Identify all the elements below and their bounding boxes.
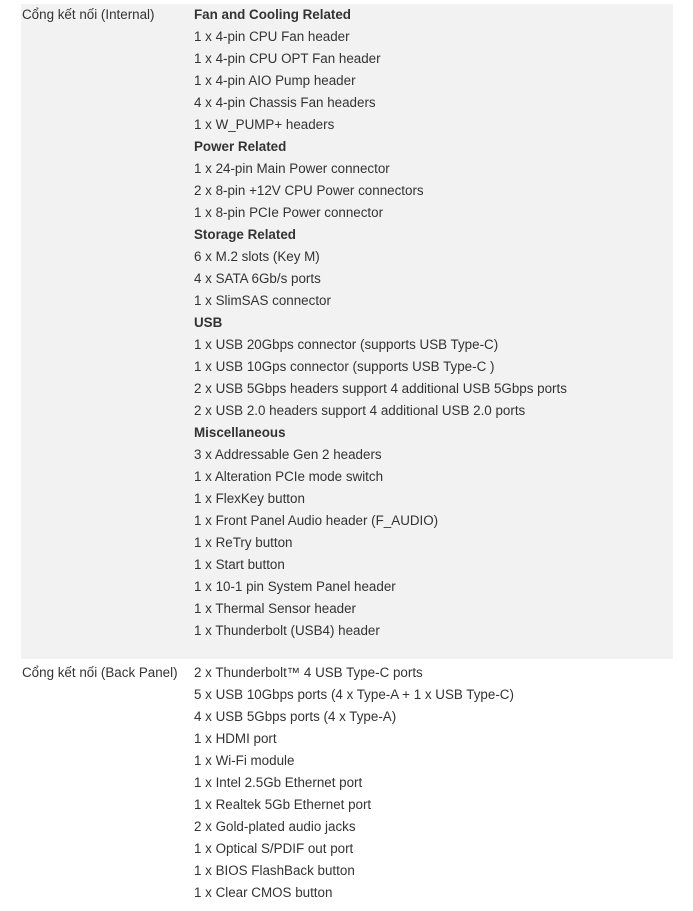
spec-line: 1 x Intel 2.5Gb Ethernet port [194,775,363,790]
group-heading: Storage Related [194,227,296,242]
spec-line: 1 x 4-pin CPU OPT Fan header [194,51,381,66]
spec-line: 1 x W_PUMP+ headers [194,117,335,132]
spec-line: 3 x Addressable Gen 2 headers [194,447,382,462]
spec-line: 1 x Thunderbolt (USB4) header [194,623,380,638]
spec-line: 2 x 8-pin +12V CPU Power connectors [194,183,424,198]
spec-line: 1 x SlimSAS connector [194,293,331,308]
spec-line: 1 x Front Panel Audio header (F_AUDIO) [194,513,439,528]
spec-line: 1 x USB 20Gbps connector (supports USB Type-C) [194,337,499,352]
spec-line: 1 x FlexKey button [194,491,305,506]
spec-line: 1 x Wi-Fi module [194,753,295,768]
spec-table [21,4,673,904]
spec-line: 2 x Gold-plated audio jacks [194,819,356,834]
spec-line: 4 x 4-pin Chassis Fan headers [194,95,376,110]
group-heading: USB [194,315,223,330]
group-heading: Power Related [194,139,287,154]
spec-line: 1 x Alteration PCIe mode switch [194,469,384,484]
spec-line: 1 x 24-pin Main Power connector [194,161,390,176]
spec-line: 1 x 8-pin PCIe Power connector [194,205,384,220]
spec-line: 6 x M.2 slots (Key M) [194,249,320,264]
spec-line: 2 x Thunderbolt™ 4 USB Type-C ports [194,665,423,680]
spec-line: 1 x 4-pin AIO Pump header [194,73,356,88]
spec-line: 1 x ReTry button [194,535,293,550]
spec-line: 2 x USB 2.0 headers support 4 additional USB 2.0 ports [194,403,526,418]
row-label: Cổng kết nối (Internal) [22,7,155,22]
spec-line: 4 x SATA 6Gb/s ports [194,271,321,286]
spec-line: 1 x Clear CMOS button [194,885,333,900]
spec-line: 1 x BIOS FlashBack button [194,863,355,878]
spec-line: 5 x USB 10Gbps ports (4 x Type-A + 1 x USB Type-C) [194,687,514,702]
spec-line: 1 x Start button [194,557,285,572]
row-label: Cổng kết nối (Back Panel) [22,665,178,680]
spec-line: 1 x Realtek 5Gb Ethernet port [194,797,372,812]
group-heading: Fan and Cooling Related [194,7,351,22]
group-heading: Miscellaneous [194,425,286,440]
spec-line: 2 x USB 5Gbps headers support 4 additional USB 5Gbps ports [194,381,567,396]
spec-line: 1 x 10-1 pin System Panel header [194,579,396,594]
spec-row-internal [21,4,673,659]
spec-line: 1 x 4-pin CPU Fan header [194,29,350,44]
spec-line: 4 x USB 5Gbps ports (4 x Type-A) [194,709,397,724]
spec-line: 1 x Thermal Sensor header [194,601,357,616]
spec-line: 1 x USB 10Gps connector (supports USB Type-C ) [194,359,495,374]
spec-row-back-panel [21,662,673,904]
spec-line: 1 x Optical S/PDIF out port [194,841,354,856]
spec-line: 1 x HDMI port [194,731,277,746]
row-values [194,4,673,642]
row-values [194,662,673,904]
